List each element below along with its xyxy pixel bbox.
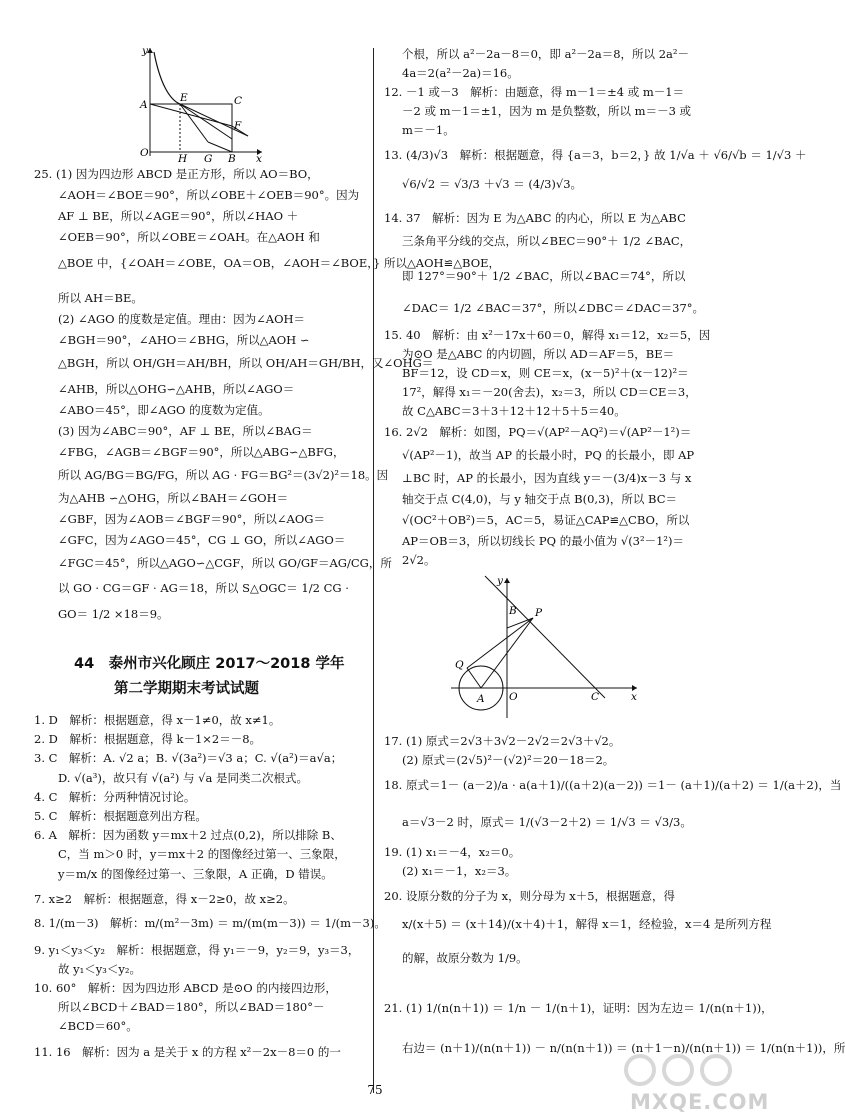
q25-line-20: GO＝ 1/2 ×18＝9。 — [58, 607, 169, 621]
fig-label-c: C — [234, 95, 243, 107]
q25-line-6: 所以 AH＝BE。 — [58, 291, 143, 305]
answer-14: 14. 37 解析：因为 E 为△ABC 的内心，所以 E 为△ABC — [384, 211, 686, 225]
fig-label-x: x — [256, 153, 262, 165]
q25-line-4: ∠OEB＝90°，所以∠OBE＝∠OAH。在△AOH 和 — [58, 230, 320, 244]
page-number: 75 — [367, 1083, 383, 1097]
q25-line-17: ∠GFC，因为∠AGO＝45°，CG ⊥ GO，所以∠AGO＝ — [58, 533, 346, 547]
answer-2: 2. D 解析：根据题意，得 k－1×2＝－8。 — [34, 732, 262, 746]
answer-15-cont-2: BF＝12，设 CD＝x，则 CE＝x，(x－5)²＋(x－12)²＝ — [402, 366, 689, 380]
q25-line-15: 为△AHB ∽△OHG，所以∠BAH＝∠GOH＝ — [58, 491, 289, 505]
fig-label-f: F — [234, 120, 242, 132]
answer-6-cont-2: y＝m/x 的图像经过第一、三象限，A 正确，D 错误。 — [58, 867, 333, 881]
answer-15: 15. 40 解析：由 x²－17x＋60＝0，解得 x₁＝12，x₂＝5，因 — [384, 328, 711, 342]
answer-11: 11. 16 解析：因为 a 是关于 x 的方程 x²－2x－8＝0 的一 — [34, 1045, 341, 1059]
answer-18: 18. 原式＝1－ (a－2)/a · a(a＋1)/((a＋2)(a－2)) ＝1－ (a＋1)/(a＋2) ＝ 1/(a＋2)，当 — [384, 778, 842, 792]
section-title-line-1: 44 泰州市兴化顾庄 2017～2018 学年 — [74, 656, 345, 672]
answer-3-cont: D. √(a³)，故只有 √(a²) 与 √a 是同类二次根式。 — [58, 771, 308, 785]
q25-line-19: 以 GO · CG＝GF · AG＝18，所以 S△OGC＝ 1/2 CG · — [58, 581, 349, 595]
answer-16-cont-2: ⊥BC 时，AP 的长最小，因为直线 y＝－(3/4)x－3 与 x — [402, 471, 692, 485]
q25-line-9: △BGH，所以 OH/GH＝AH/BH，所以 OH/AH＝GH/BH，又∠OHG＝ — [58, 356, 434, 370]
q25-line-13: ∠FBG，∠AGB＝∠BGF＝90°，所以△ABG∽△BFG， — [58, 445, 345, 459]
answer-13-cont: √6/√2 ＝ √3/3 ＋√3 ＝ (4/3)√3。 — [402, 177, 583, 191]
fig-label-h: H — [178, 153, 188, 165]
answer-10-cont-2: ∠BCD＝60°。 — [58, 1019, 138, 1033]
answer-15-cont-4: 故 C△ABC＝3＋3＋12＋12＋5＋5＝40。 — [402, 404, 626, 418]
fig-label-b: B — [228, 153, 236, 165]
answer-21: 21. (1) 1/(n(n＋1)) ＝ 1/n － 1/(n＋1)，证明：因为左边＝ 1/(n(n＋1))， — [384, 1001, 773, 1015]
answer-16-cont-4: √(OC²＋OB²)＝5，AC＝5，易证△CAP≌△CBO，所以 — [402, 513, 690, 527]
answer-17: 17. (1) 原式＝2√3＋3√2－2√2＝2√3＋√2。 — [384, 734, 621, 748]
r-line-2: 4a＝2(a²－2a)＝16。 — [402, 66, 519, 80]
answer-7: 7. x≥2 解析：根据题意，得 x－2≥0，故 x≥2。 — [34, 892, 295, 906]
q25-line-12: (3) 因为∠ABC＝90°，AF ⊥ BE，所以∠BAG＝ — [58, 424, 313, 438]
fig2-label-b: B — [509, 605, 517, 617]
answer-16-cont-5: AP＝OB＝3，所以切线长 PQ 的最小值为 √(3²－1²)＝ — [402, 534, 685, 548]
q25-line-2: ∠AOH＝∠BOE＝90°，所以∠OBE＋∠OEB＝90°。因为 — [58, 188, 360, 202]
tangent-circle-figure — [445, 572, 645, 722]
fig2-label-y: y — [497, 575, 503, 587]
section-title-line-2: 第二学期期末考试试题 — [114, 681, 259, 697]
answer-20-cont-2: 的解，故原分数为 1/9。 — [402, 951, 528, 965]
answer-21-cont: 右边＝ (n＋1)/(n(n＋1)) － n/(n(n＋1)) ＝ (n＋1－n)/(n(n＋1)) ＝ 1/(n(n＋1))，所 — [402, 1041, 845, 1055]
fig2-label-x: x — [631, 691, 637, 703]
fig2-label-c: C — [591, 691, 600, 703]
fig2-label-q: Q — [455, 659, 464, 671]
answer-14-cont-1: 三条角平分线的交点，所以∠BEC＝90°＋ 1/2 ∠BAC， — [402, 234, 692, 248]
r-line-1: 个根，所以 a²－2a－8＝0，即 a²－2a＝8，所以 2a²－ — [402, 47, 689, 61]
fig2-label-a: A — [477, 693, 485, 705]
q25-line-3: AF ⊥ BE，所以∠AGE＝90°，所以∠HAO ＋ — [58, 209, 299, 223]
answer-10: 10. 60° 解析：因为四边形 ABCD 是⊙O 的内接四边形， — [34, 981, 337, 995]
answer-19-2: (2) x₁＝－1，x₂＝3。 — [402, 864, 517, 878]
square-graph-figure — [138, 44, 268, 165]
fig-label-y: y — [142, 45, 148, 57]
answer-8: 8. 1/(m－3) 解析：m/(m²－3m) ＝ m/(m(m－3)) ＝ 1/(m－3)。 — [34, 916, 386, 930]
q25-line-16: ∠GBF，因为∠AOB＝∠BGF＝90°，所以∠AOG＝ — [58, 512, 325, 526]
answer-17-2: (2) 原式＝(2√5)²－(√2)²＝20－18＝2。 — [402, 753, 615, 767]
fig-label-e: E — [180, 92, 188, 104]
answer-14-cont-2: 即 127°＝90°＋ 1/2 ∠BAC，所以∠BAC＝74°，所以 — [402, 269, 686, 283]
q25-line-11: ∠ABO＝45°，即∠AGO 的度数为定值。 — [58, 403, 270, 417]
answer-16: 16. 2√2 解析：如图，PQ＝√(AP²－AQ²)＝√(AP²－1²)＝ — [384, 425, 692, 439]
answer-9-cont: 故 y₁＜y₃＜y₂。 — [58, 962, 141, 976]
answer-16-cont-1: √(AP²－1)，故当 AP 的长最小时，PQ 的长最小，即 AP — [402, 448, 695, 462]
q25-line-18: ∠FGC＝45°，所以△AGO∽△CGF，所以 GO/GF＝AG/CG，所 — [58, 556, 392, 570]
answer-10-cont-1: 所以∠BCD＋∠BAD＝180°，所以∠BAD＝180°－ — [58, 1000, 325, 1014]
q25-line-8: ∠BGH＝90°，∠AHO＝∠BHG，所以△AOH ∽ — [58, 333, 310, 347]
q25-line-1: 25. (1) 因为四边形 ABCD 是正方形，所以 AO＝BO， — [34, 167, 319, 181]
answer-12-cont-1: －2 或 m－1＝±1，因为 m 是负整数，所以 m＝－3 或 — [402, 104, 692, 118]
fig-label-a: A — [140, 99, 148, 111]
answer-15-cont-1: 为⊙O 是△ABC 的内切圆，所以 AD＝AF＝5，BE＝ — [402, 347, 675, 361]
fig-label-o: O — [140, 147, 149, 159]
answer-14-cont-3: ∠DAC＝ 1/2 ∠BAC＝37°，所以∠DBC＝∠DAC＝37°。 — [402, 301, 705, 315]
q25-line-10: ∠AHB，所以△OHG∽△AHB，所以∠AGO＝ — [58, 382, 295, 396]
answer-12: 12. －1 或－3 解析：由题意，得 m－1＝±4 或 m－1＝ — [384, 85, 685, 99]
watermark-text: MXQE.COM — [630, 1090, 770, 1114]
answer-16-cont-3: 轴交于点 C(4,0)，与 y 轴交于点 B(0,3)，所以 BC＝ — [402, 492, 678, 506]
answer-18-cont: a＝√3－2 时，原式＝ 1/(√3－2＋2) ＝ 1/√3 ＝ √3/3。 — [402, 815, 692, 829]
q25-line-14: 所以 AG/BG＝BG/FG，所以 AG · FG＝BG²＝(3√2)²＝18。因 — [58, 468, 389, 482]
answer-12-cont-2: m＝－1。 — [402, 123, 455, 137]
fig-label-g: G — [204, 153, 213, 165]
answer-6-cont-1: C，当 m＞0 时，y＝mx＋2 的图像经过第一、三象限， — [58, 847, 346, 861]
answer-13: 13. (4/3)√3 解析：根据题意，得 {a＝3，b＝2，} 故 1/√a ＋ √6/√b ＝ 1/√3 ＋ — [384, 148, 807, 162]
answer-6: 6. A 解析：因为函数 y＝mx＋2 过点(0,2)，所以排除 B、 — [34, 828, 342, 842]
fig2-label-o: O — [509, 691, 518, 703]
answer-16-cont-6: 2√2。 — [402, 553, 436, 567]
answer-3: 3. C 解析：A. √2 a；B. √(3a²)＝√3 a；C. √(a²)＝a√a； — [34, 751, 343, 765]
q25-line-7: (2) ∠AGO 的度数是定值。理由：因为∠AOH＝ — [58, 312, 306, 326]
fig2-label-p: P — [535, 607, 543, 619]
answer-20: 20. 设原分数的分子为 x，则分母为 x＋5，根据题意，得 — [384, 889, 676, 903]
answer-9: 9. y₁＜y₃＜y₂ 解析：根据题意，得 y₁＝－9，y₂＝9，y₃＝3， — [34, 943, 360, 957]
answer-4: 4. C 解析：分两种情况讨论。 — [34, 790, 196, 804]
q25-line-5: △BOE 中，{∠OAH＝∠OBE，OA＝OB，∠AOH＝∠BOE，} 所以△AOH≌△BOE， — [58, 256, 501, 270]
answer-19: 19. (1) x₁＝－4，x₂＝0。 — [384, 845, 521, 859]
answer-15-cont-3: 17²，解得 x₁＝－20(舍去)，x₂＝3，所以 CD＝CE＝3， — [402, 385, 697, 399]
answer-20-cont-1: x/(x＋5) ＝ (x＋14)/(x＋4)＋1，解得 x＝1，经检验，x＝4 是所列方程 — [402, 917, 772, 931]
answer-1: 1. D 解析：根据题意，得 x－1≠0，故 x≠1。 — [34, 713, 281, 727]
answer-5: 5. C 解析：根据题意列出方程。 — [34, 809, 207, 823]
